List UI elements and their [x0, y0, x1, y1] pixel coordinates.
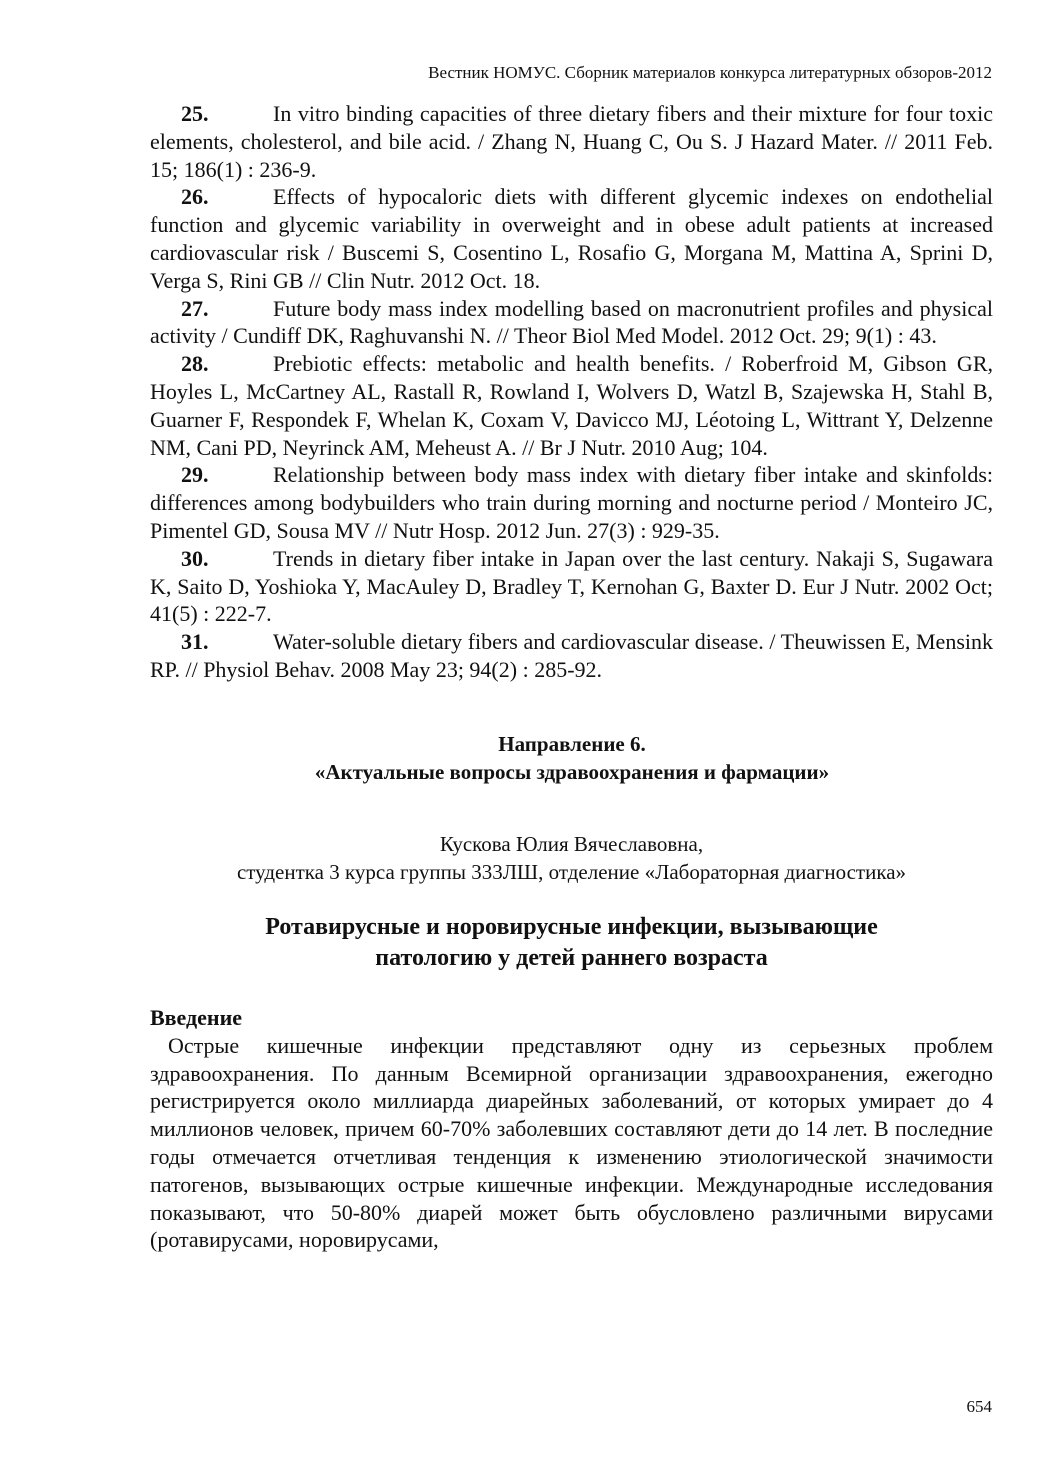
reference-number: 31. — [181, 629, 209, 655]
running-header: Вестник НОМУС. Сборник материалов конкурса литературных обзоров-2012 — [428, 63, 992, 82]
author-block — [150, 830, 993, 886]
author-affiliation: студентка 3 курса группы 333ЛШ, отделение «Лабораторная диагностика» — [236, 859, 907, 884]
section-title: «Актуальные вопросы здравоохранения и фармации» — [314, 759, 830, 784]
reference-text: Relationship between body mass index with dietary fiber intake and skinfolds: differences among bodybuilders who train during morning and nocturne period / Monteiro JC, Pimentel GD, Sousa MV // Nutr Hosp. 2012 Jun. 27(3) : 929-35. — [150, 462, 993, 543]
reference-text: Trends in dietary fiber intake in Japan over the last century. Nakaji S, Sugawara K, Saito D, Yoshioka Y, MacAuley D, Bradley T, Kernohan G, Baxter D. Eur J Nutr. 2002 Oct; 41(5) : 222-7. — [150, 545, 993, 627]
reference-number: 25. — [181, 101, 209, 126]
reference-item — [150, 461, 993, 544]
author-name: Кускова Юлия Вячеславовна, — [439, 831, 704, 856]
reference-item — [150, 545, 993, 628]
reference-item — [150, 100, 993, 183]
article-title-line-1: Ротавирусные и норовирусные инфекции, вызывающие — [265, 913, 878, 940]
reference-item — [150, 183, 993, 294]
introduction-paragraph: Острые кишечные инфекции представляют одну из серьезных проблем здравоохранения. По данным Всемирной организации здравоохранения, ежегодно регистрируется около миллиарда диарейных заболеваний, от которых умирает до 4 миллионов человек, причем 60-70% заболевших составляют дети до 14 лет. В последние годы отмечается отчетливая тенденция к изменению этиологической значимости патогенов, вызывающих острые кишечные инфекции. Международные исследования показывают, что 50-80% диарей может быть обусловлено различными вирусами (ротавирусами, норовирусами, — [150, 1032, 993, 1253]
reference-text: Future body mass index modelling based on macronutrient profiles and physical activity / Cundiff DK, Raghuvanshi N. // Theor Biol Med Model. 2012 Oct. 29; 9(1) : 43. — [150, 295, 993, 349]
page-content — [150, 100, 993, 1254]
reference-text: Water-soluble dietary fibers and cardiovascular disease. / Theuwissen E, Mensink RP. // Physiol Behav. 2008 May 23; 94(2) : 285-92. — [150, 629, 993, 682]
reference-item — [150, 295, 993, 351]
reference-number: 26. — [181, 184, 209, 210]
reference-number: 30. — [181, 545, 209, 571]
reference-number: 28. — [181, 351, 209, 377]
reference-number: 29. — [181, 462, 209, 488]
page-number: 654 — [966, 1397, 992, 1416]
section-heading — [150, 730, 993, 786]
reference-item — [150, 350, 993, 461]
reference-text: In vitro binding capacities of three dietary fibers and their mixture for four toxic elements, cholesterol, and bile acid. / Zhang N, Huang C, Ou S. J Hazard Mater. // 2011 Feb. 15; 186(1) : 236-9. — [150, 101, 993, 182]
section-number: Направление 6. — [498, 731, 646, 756]
reference-item — [150, 628, 993, 684]
reference-text: Effects of hypocaloric diets with different glycemic indexes on endothelial function and glycemic variability in overweight and in obese adult patients at increased cardiovascular risk / Buscemi S, Cosentino L, Rosafio G, Morgana M, Mattina A, Sprini D, Verga S, Rini GB // Clin Nutr. 2012 Oct. 18. — [150, 184, 993, 293]
introduction-heading: Введение — [150, 1004, 243, 1030]
reference-text: Prebiotic effects: metabolic and health benefits. / Roberfroid M, Gibson GR, Hoyles L, McCartney AL, Rastall R, Rowland I, Wolvers D, Watzl B, Szajewska H, Stahl B, Guarner F, Respondek F, Whelan K, Coxam V, Davicco MJ, Léotoing L, Wittrant Y, Delzenne NM, Cani PD, Neyrinck AM, Meheust A. // Br J Nutr. 2010 Aug; 104. — [150, 351, 993, 460]
article-title — [150, 912, 993, 974]
article-title-line-2: патологию у детей раннего возраста — [375, 944, 768, 971]
reference-number: 27. — [181, 295, 209, 321]
reference-list — [150, 100, 993, 684]
